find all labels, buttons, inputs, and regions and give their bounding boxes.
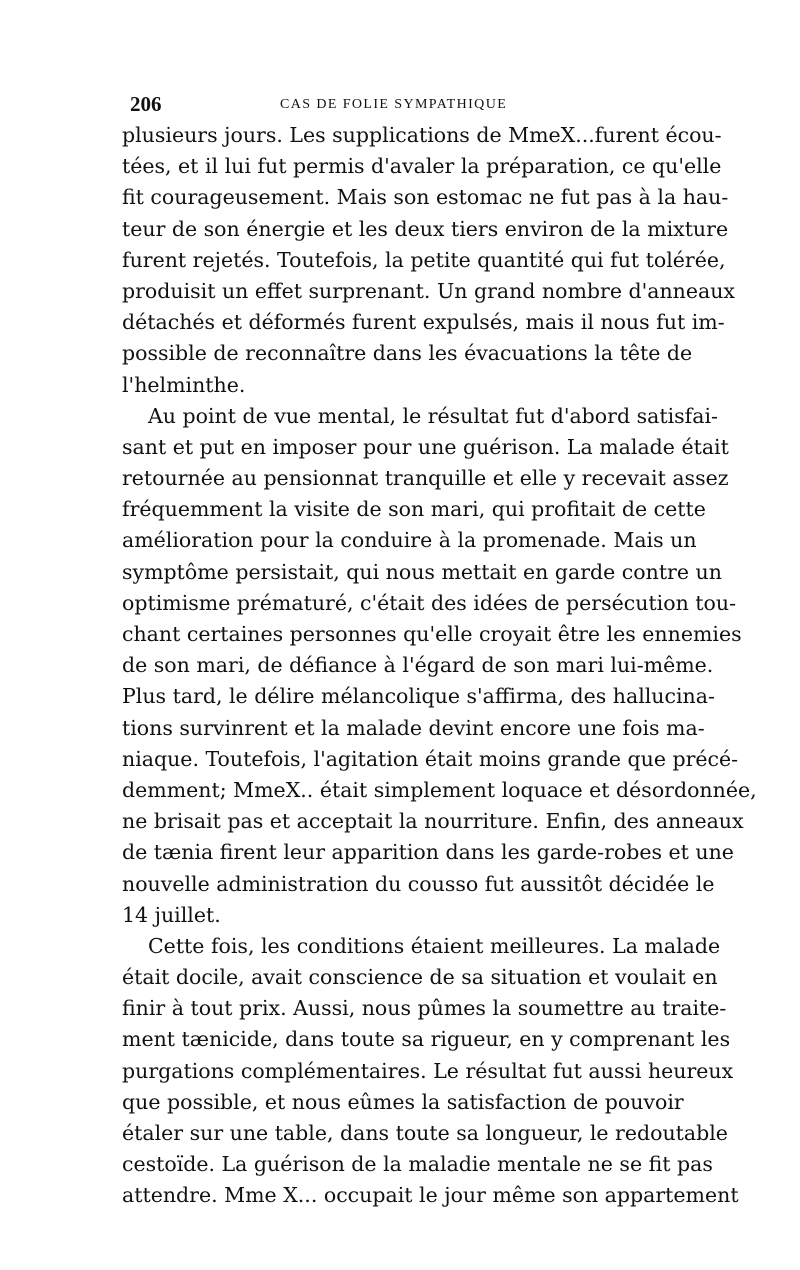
paragraph-end-line: l'helminthe. <box>122 372 246 397</box>
body-text <box>122 120 757 1212</box>
text-line: plusieurs jours. Les supplications de MmeX...furent écou- <box>122 123 722 147</box>
text-line: tées, et il lui fut permis d'avaler la préparation, ce qu'elle <box>122 154 722 179</box>
text-line: cestoïde. La guérison de la maladie mentale ne se fit pas <box>122 1152 713 1177</box>
paragraph-start-line: Cette fois, les conditions étaient meilleures. La malade <box>148 933 721 958</box>
text-line: optimisme prématuré, c'était des idées de persécution tou- <box>122 590 736 615</box>
text-line: symptôme persistait, qui nous mettait en garde contre un <box>122 559 722 584</box>
page-header <box>130 92 670 118</box>
text-line: purgations complémentaires. Le résultat fut aussi heureux <box>122 1058 734 1083</box>
text-line: ment tænicide, dans toute sa rigueur, en y comprenant les <box>122 1027 731 1052</box>
page-number: 206 <box>130 92 162 116</box>
text-line: furent rejetés. Toutefois, la petite quantité qui fut tolérée, <box>122 247 726 272</box>
text-line: nouvelle administration du cousso fut aussitôt décidée le <box>122 871 715 896</box>
text-line: détachés et déformés furent expulsés, mais il nous fut im- <box>122 310 725 335</box>
text-line: Plus tard, le délire mélancolique s'affirma, des hallucina- <box>122 684 715 709</box>
text-line: niaque. Toutefois, l'agitation était moins grande que précé- <box>122 746 739 771</box>
text-line: possible de reconnaître dans les évacuations la tête de <box>122 341 693 366</box>
text-line: sant et put en imposer pour une guérison. La malade était <box>122 434 729 459</box>
text-line: teur de son énergie et les deux tiers environ de la mixture <box>122 216 729 241</box>
text-line: fit courageusement. Mais son estomac ne fut pas à la hau- <box>122 185 729 210</box>
text-line: chant certaines personnes qu'elle croyait être les ennemies <box>122 622 742 646</box>
running-head: CAS DE FOLIE SYMPATHIQUE <box>280 97 508 112</box>
text-line: était docile, avait conscience de sa situation et voulait en <box>122 965 718 990</box>
text-line: demment; MmeX.. était simplement loquace et désordonnée, <box>122 777 757 802</box>
text-line: de son mari, de défiance à l'égard de son mari lui-même. <box>122 653 714 678</box>
text-line: retournée au pensionnat tranquille et elle y recevait assez <box>122 466 729 491</box>
text-line: produisit un effet surprenant. Un grand nombre d'anneaux <box>122 278 735 303</box>
text-line: tions survinrent et la malade devint encore une fois ma- <box>122 715 705 740</box>
text-line: fréquemment la visite de son mari, qui profitait de cette <box>122 497 706 522</box>
text-line: étaler sur une table, dans toute sa longueur, le redoutable <box>122 1121 728 1145</box>
text-line: de tænia firent leur apparition dans les garde-robes et une <box>122 840 734 865</box>
text-line: amélioration pour la conduire à la promenade. Mais un <box>122 528 697 553</box>
text-line: finir à tout prix. Aussi, nous pûmes la soumettre au traite- <box>122 996 727 1021</box>
paragraph-start-line: Au point de vue mental, le résultat fut d'abord satisfai- <box>148 403 718 428</box>
text-line: que possible, et nous eûmes la satisfaction de pouvoir <box>122 1089 684 1114</box>
text-line: ne brisait pas et acceptait la nourriture. Enfin, des anneaux <box>122 809 744 834</box>
text-line: attendre. Mme X... occupait le jour même son appartement <box>122 1183 739 1208</box>
paragraph-end-line: 14 juillet. <box>122 902 221 927</box>
